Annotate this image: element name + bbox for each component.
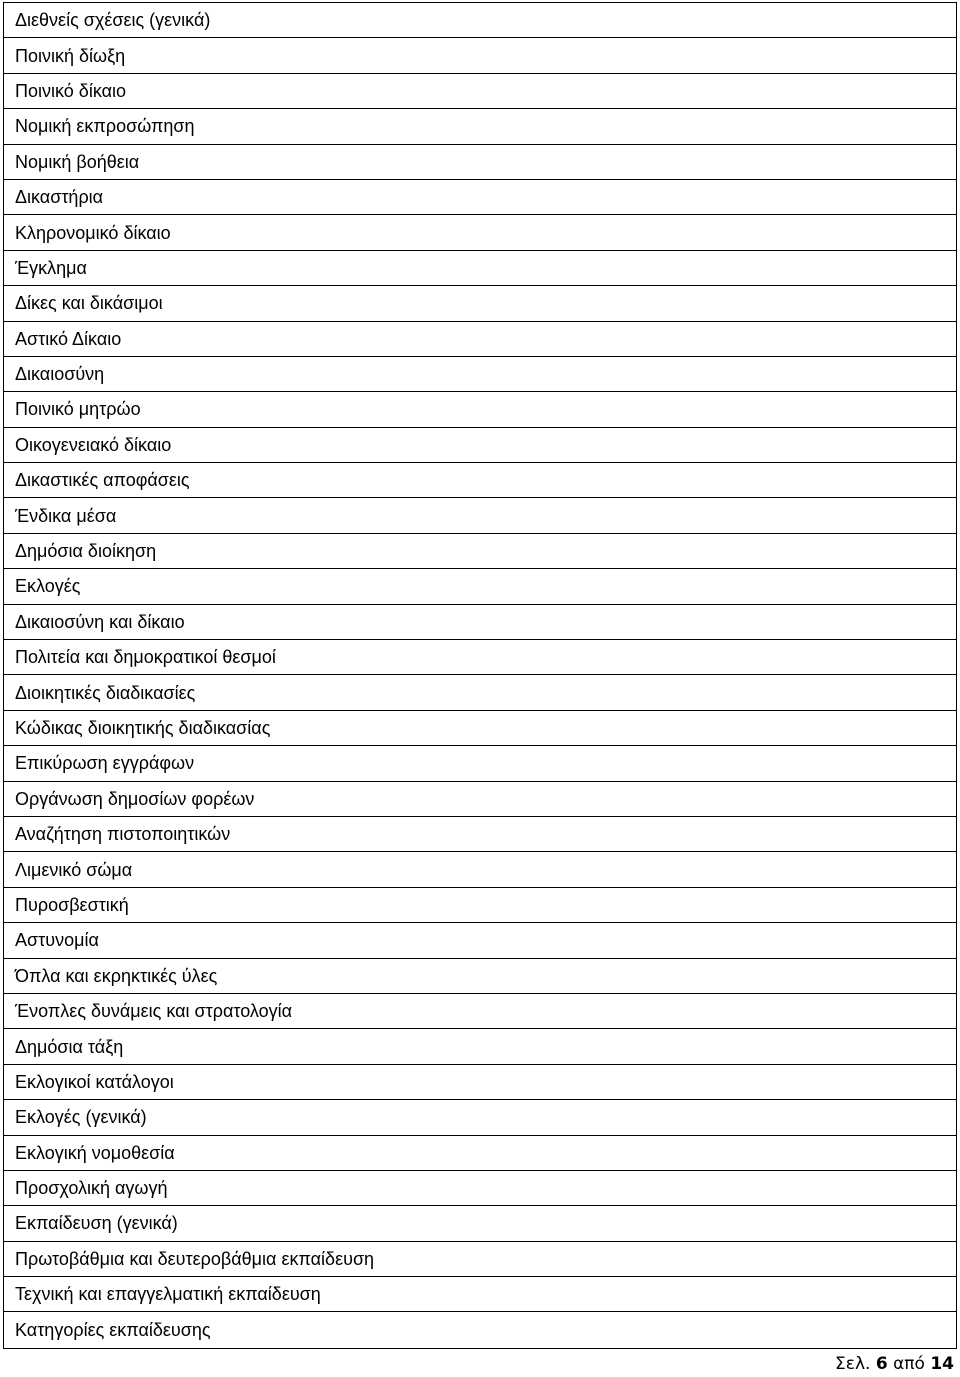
row-label: Ποινική δίωξη	[15, 45, 126, 66]
table-row	[4, 498, 956, 533]
row-label: Εκλογική νομοθεσία	[15, 1142, 175, 1163]
row-label: Εκλογές	[15, 576, 81, 597]
row-label: Δημόσια τάξη	[15, 1036, 124, 1057]
row-label: Έγκλημα	[15, 257, 87, 278]
table-row	[4, 1171, 956, 1206]
row-label: Δίκες και δικάσιμοι	[15, 293, 163, 314]
table-row	[4, 286, 956, 321]
table-row	[4, 1242, 956, 1277]
row-label: Ποινικό μητρώο	[15, 399, 141, 420]
row-label: Πυροσβεστική	[15, 894, 129, 915]
table-row	[4, 782, 956, 817]
table-row	[4, 1312, 956, 1347]
table-row	[4, 1029, 956, 1064]
topics-table	[3, 2, 957, 1349]
table-row	[4, 428, 956, 463]
row-label: Δικαιοσύνη και δίκαιο	[15, 611, 185, 632]
row-label: Κώδικας διοικητικής διαδικασίας	[15, 718, 271, 738]
table-row	[4, 994, 956, 1029]
table-row	[4, 38, 956, 73]
table-row	[4, 675, 956, 710]
table-row	[4, 1065, 956, 1100]
table-row	[4, 746, 956, 781]
table-row	[4, 888, 956, 923]
row-label: Ένδικα μέσα	[15, 505, 117, 526]
current-page: 6	[875, 1354, 888, 1374]
page-prefix: Σελ.	[835, 1354, 876, 1374]
row-label: Κληρονομικό δίκαιο	[15, 222, 171, 243]
table-row	[4, 959, 956, 994]
total-pages: 14	[930, 1354, 954, 1374]
row-label: Προσχολική αγωγή	[15, 1178, 168, 1199]
row-label: Δημόσια διοίκηση	[15, 541, 157, 562]
table-row	[4, 3, 956, 38]
table-row	[4, 251, 956, 286]
row-label: Τεχνική και επαγγελματική εκπαίδευση	[15, 1284, 321, 1305]
table-row	[4, 215, 956, 250]
row-label: Εκπαίδευση (γενικά)	[15, 1213, 178, 1234]
row-label: Διοικητικές διαδικασίες	[15, 682, 196, 703]
row-label: Δικαστικές αποφάσεις	[15, 470, 190, 491]
row-label: Οργάνωση δημοσίων φορέων	[15, 788, 255, 809]
table-row	[4, 180, 956, 215]
row-label: Εκλογικοί κατάλογοι	[15, 1071, 174, 1092]
table-row	[4, 322, 956, 357]
row-label: Αναζήτηση πιστοποιητικών	[15, 824, 231, 845]
row-label: Επικύρωση εγγράφων	[15, 753, 195, 774]
table-row	[4, 74, 956, 109]
table-row	[4, 1100, 956, 1135]
table-row	[4, 1136, 956, 1171]
table-row	[4, 817, 956, 852]
table-row	[4, 640, 956, 675]
row-label: Αστυνομία	[15, 930, 99, 951]
table-row	[4, 109, 956, 144]
row-label: Εκλογές (γενικά)	[15, 1107, 147, 1128]
row-label: Κατηγορίες εκπαίδευσης	[15, 1320, 211, 1341]
row-label: Όπλα και εκρηκτικές ύλες	[15, 965, 218, 986]
row-label: Δικαιοσύνη	[15, 364, 105, 385]
table-row	[4, 357, 956, 392]
row-label: Διεθνείς σχέσεις (γενικά)	[15, 10, 211, 31]
table-row	[4, 852, 956, 887]
row-label: Δικαστήρια	[15, 187, 104, 208]
row-label: Οικογενειακό δίκαιο	[15, 434, 172, 455]
row-label: Λιμενικό σώμα	[15, 859, 133, 880]
row-label: Ένοπλες δυνάμεις και στρατολογία	[15, 1001, 293, 1022]
table-row	[4, 605, 956, 640]
table-row	[4, 534, 956, 569]
table-row	[4, 569, 956, 604]
row-label: Αστικό Δίκαιο	[15, 328, 122, 349]
table-row	[4, 711, 956, 746]
row-label: Νομική εκπροσώπηση	[15, 116, 195, 137]
row-label: Νομική βοήθεια	[15, 151, 140, 172]
table-row	[4, 1206, 956, 1241]
row-label: Πολιτεία και δημοκρατικοί θεσμοί	[15, 647, 276, 668]
table-row	[4, 392, 956, 427]
table-row	[4, 145, 956, 180]
row-label: Ποινικό δίκαιο	[15, 80, 127, 101]
table-row	[4, 923, 956, 958]
table-row	[4, 1277, 956, 1312]
row-label: Πρωτοβάθμια και δευτεροβάθμια εκπαίδευση	[15, 1248, 375, 1269]
page-number	[835, 1356, 954, 1373]
page-separator: από	[887, 1354, 931, 1374]
table-row	[4, 463, 956, 498]
